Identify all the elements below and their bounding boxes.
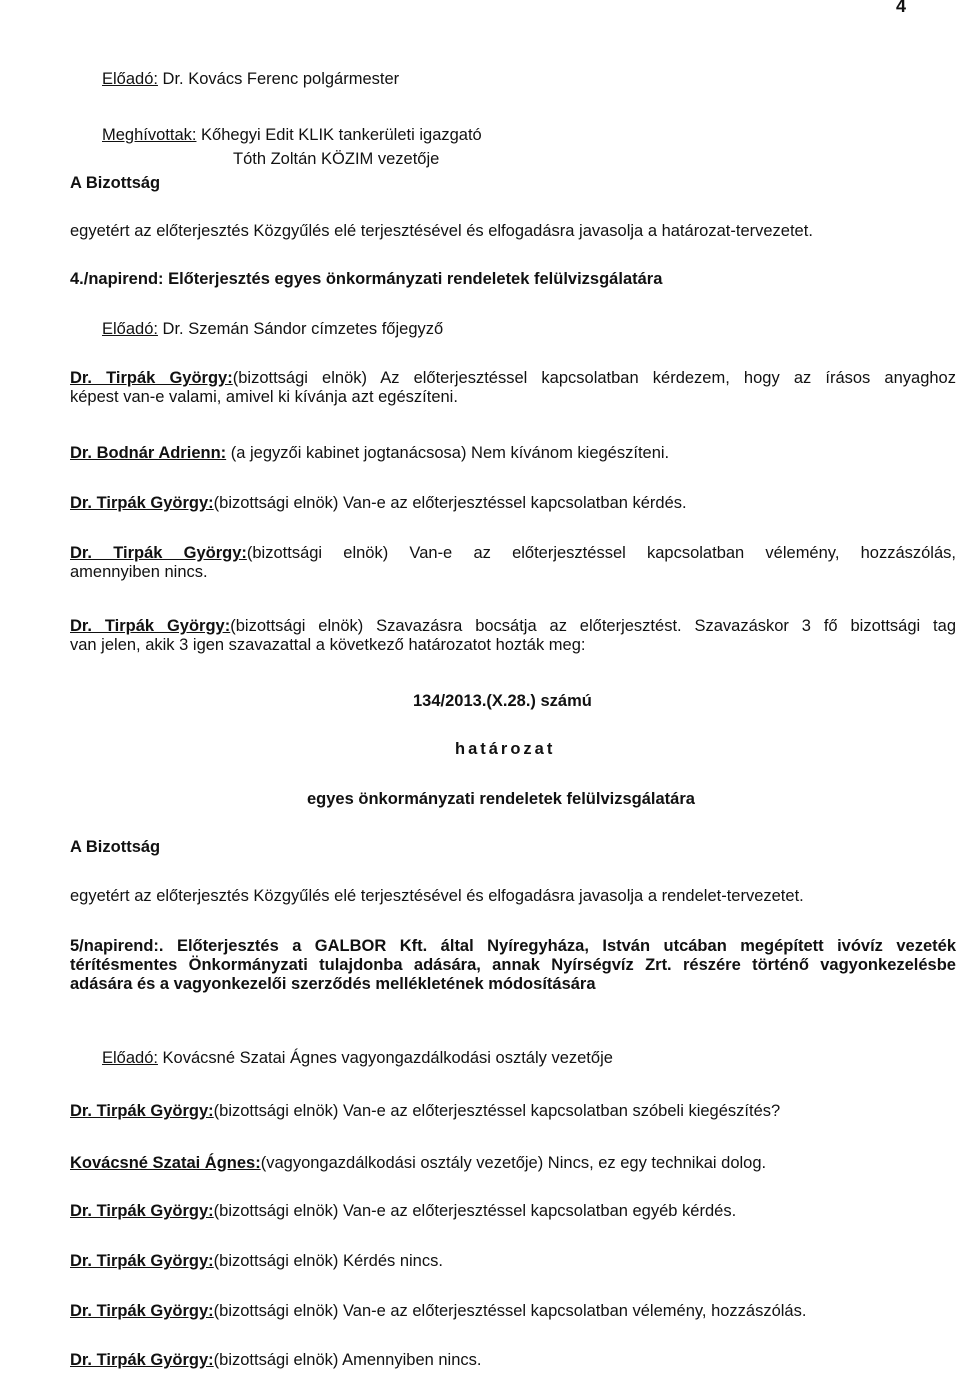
- speech-q2: [70, 1154, 766, 1173]
- speaker-name: Dr. Tirpák György:: [70, 494, 214, 512]
- presenter-label: Előadó:: [102, 70, 158, 88]
- heading-line-3: adására és a vagyonkezelői szerződés mellékletének módosítására: [70, 975, 596, 993]
- presenter-name: Dr. Kovács Ferenc polgármester: [157, 70, 400, 88]
- invited-line: [102, 126, 482, 145]
- item5-presenter-name: Kovácsné Szatai Ágnes vagyongazdálkodási osztály vezetője: [157, 1049, 613, 1067]
- agenda-item-4-heading: 4./napirend: Előterjesztés egyes önkormányzati rendeletek felülvizsgálatára: [70, 270, 663, 288]
- speech-text-line2: képest van-e valami, amivel ki kívánja azt egészíteni.: [70, 388, 458, 406]
- speaker-name: Dr. Tirpák György:: [70, 1302, 214, 1320]
- invited-person-2: Tóth Zoltán KÖZIM vezetője: [233, 150, 440, 168]
- speech-text: (bizottsági elnök) Az előterjesztéssel kapcsolatban kérdezem, hogy az írásos anyaghoz: [232, 369, 956, 387]
- speaker-name: Kovácsné Szatai Ágnes:: [70, 1154, 261, 1172]
- committee-label: A Bizottság: [70, 174, 161, 192]
- heading-line-1: 5/napirend:. Előterjesztés a GALBOR Kft. által Nyíregyháza, István utcában megépített ivóvíz vezeték: [70, 937, 956, 955]
- speech-text: (bizottsági elnök) Kérdés nincs.: [213, 1252, 443, 1270]
- speech-text: (vagyongazdálkodási osztály vezetője) Nincs, ez egy technikai dolog.: [260, 1154, 767, 1172]
- speech-text: (a jegyzői kabinet jogtanácsosa) Nem kívánom kiegészíteni.: [226, 444, 670, 462]
- heading-line-2: térítésmentes Önkormányzati tulajdonba adására, annak Nyírségvíz Zrt. részére történő vagyonkezelésbe: [70, 956, 956, 974]
- speech-3: [70, 494, 687, 513]
- committee-endorsement: egyetért az előterjesztés Közgyűlés elé terjesztésével és elfogadásra javasolja a rendelet-tervezetet.: [70, 887, 804, 905]
- speech-q5: [70, 1302, 806, 1321]
- speech-q3: [70, 1202, 736, 1221]
- item4-presenter-line: [102, 320, 443, 339]
- committee-endorsement: egyetért az előterjesztés Közgyűlés elé terjesztésével és elfogadásra javasolja a határozat-tervezetet.: [70, 222, 813, 240]
- item5-presenter-line: [102, 1049, 613, 1068]
- agenda-item-5-heading: [70, 937, 956, 994]
- speech-text: (bizottsági elnök) Szavazásra bocsátja az előterjesztést. Szavazáskor 3 fő bizottsági tag: [230, 617, 956, 635]
- speech-text: (bizottsági elnök) Van-e az előterjesztéssel kapcsolatban vélemény, hozzászólás.: [213, 1302, 807, 1320]
- invited-label: Meghívottak:: [102, 126, 197, 144]
- item4-presenter-label: Előadó:: [102, 320, 158, 338]
- speech-4: [70, 544, 956, 582]
- resolution-subject: egyes önkormányzati rendeletek felülvizsgálatára: [307, 790, 695, 808]
- speech-q1: [70, 1102, 780, 1121]
- item4-presenter-name: Dr. Szemán Sándor címzetes főjegyző: [157, 320, 444, 338]
- speech-2: [70, 444, 669, 463]
- item5-presenter-label: Előadó:: [102, 1049, 158, 1067]
- speaker-name: Dr. Tirpák György:: [70, 369, 233, 387]
- page-number: 4: [896, 0, 907, 16]
- speaker-name: Dr. Bodnár Adrienn:: [70, 444, 227, 462]
- speech-5: [70, 617, 956, 655]
- speaker-name: Dr. Tirpák György:: [70, 1351, 214, 1369]
- presenter-line: [102, 70, 399, 89]
- speaker-name: Dr. Tirpák György:: [70, 1102, 214, 1120]
- resolution-number: 134/2013.(X.28.) számú: [413, 692, 592, 710]
- speech-text-line2: amennyiben nincs.: [70, 563, 208, 581]
- speech-q4: [70, 1252, 443, 1271]
- speech-q6: [70, 1351, 481, 1370]
- speech-text: (bizottsági elnök) Van-e az előterjesztéssel kapcsolatban kérdés.: [213, 494, 687, 512]
- speech-text: (bizottsági elnök) Van-e az előterjesztéssel kapcsolatban egyéb kérdés.: [213, 1202, 737, 1220]
- speaker-name: Dr. Tirpák György:: [70, 1202, 214, 1220]
- speech-text-line2: van jelen, akik 3 igen szavazattal a következő határozatot hozták meg:: [70, 636, 586, 654]
- speech-text: (bizottsági elnök) Amennyiben nincs.: [213, 1351, 482, 1369]
- resolution-title: határozat: [455, 740, 556, 758]
- speech-text: (bizottsági elnök) Van-e az előterjesztéssel kapcsolatban szóbeli kiegészítés?: [213, 1102, 781, 1120]
- speaker-name: Dr. Tirpák György:: [70, 1252, 214, 1270]
- speaker-name: Dr. Tirpák György:: [70, 617, 231, 635]
- invited-person-1: Kőhegyi Edit KLIK tankerületi igazgató: [196, 126, 482, 144]
- committee-label: A Bizottság: [70, 838, 161, 856]
- speech-1: [70, 369, 956, 407]
- speaker-name: Dr. Tirpák György:: [70, 544, 247, 562]
- speech-text: (bizottsági elnök) Van-e az előterjesztéssel kapcsolatban vélemény, hozzászólás,: [246, 544, 956, 562]
